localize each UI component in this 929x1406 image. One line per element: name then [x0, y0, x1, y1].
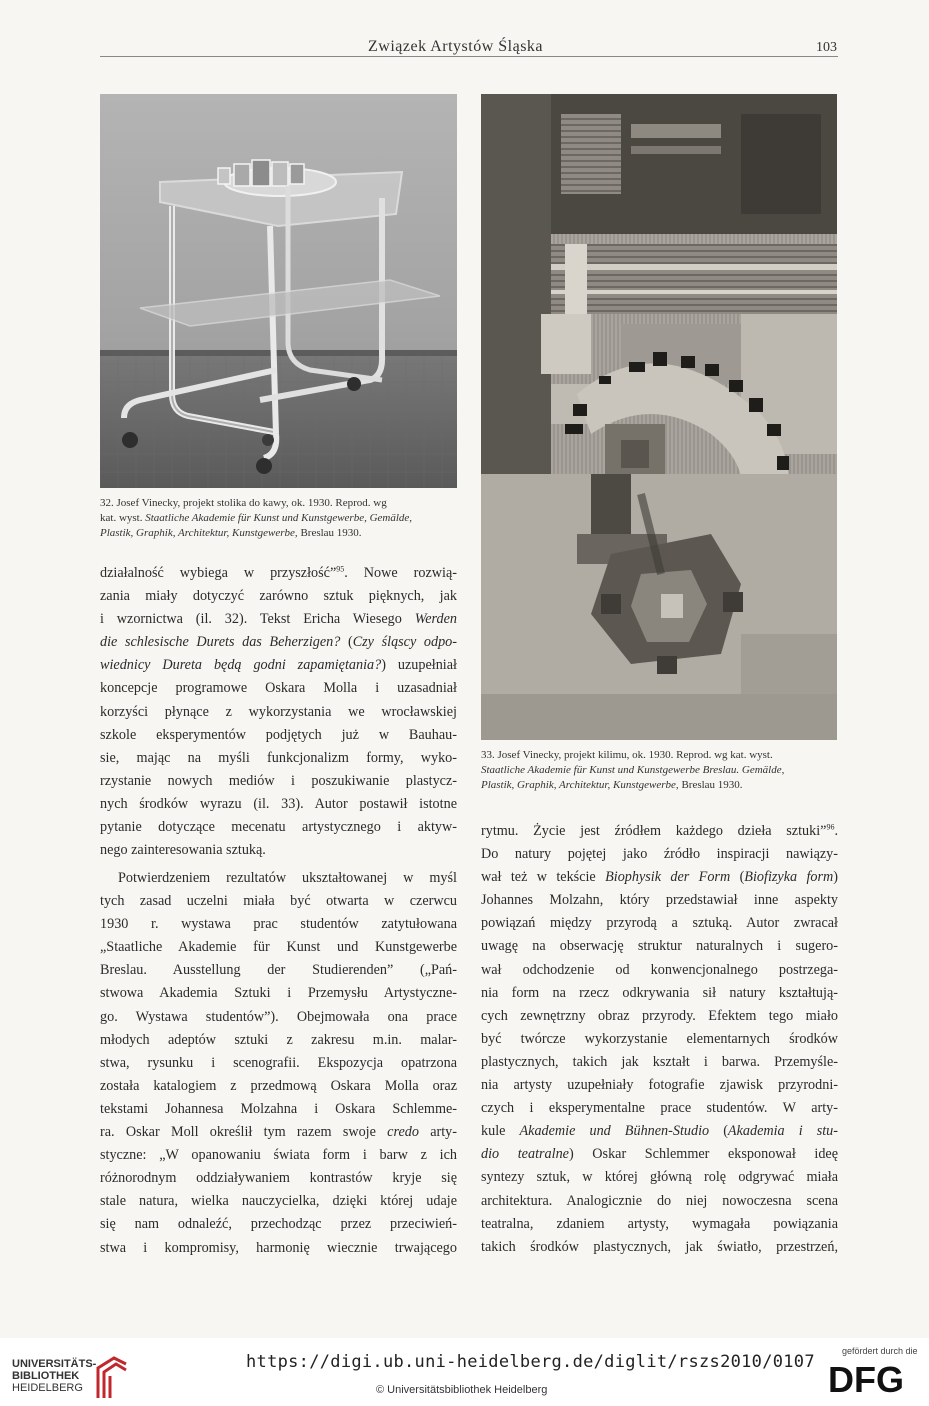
text-line: [100, 654, 457, 677]
coffee-table-illustration: [100, 94, 457, 488]
text-line: rzystanie nowych mediów i poszukiwanie plastycz-: [100, 772, 457, 789]
caption-italic-text: Staatliche Akademie für Kunst und Kunstgewerbe, Gemälde,: [145, 512, 413, 524]
text-line: nych środków wyrazu (il. 33). Autor postawił istotne: [100, 795, 457, 812]
text-line: szkole eksperymentów podjętych już w Bauhau-: [100, 726, 457, 743]
text-line: stwa, rysunku i scenografii. Ekspozycja opatrzona: [100, 1054, 457, 1071]
text-line: tekstami Johannesa Molzahna i Oskara Schlemme-: [100, 1100, 457, 1117]
footnote-ref-95: 95: [336, 564, 345, 574]
text-line: syntezy sztuk, w której główną rolę odgrywać miała: [481, 1169, 838, 1186]
text-run: (: [709, 1123, 728, 1140]
copyright-notice: © Universitätsbibliothek Heidelberg: [376, 1384, 548, 1396]
running-head: [0, 38, 929, 58]
text-run: i wzornictwa (il. 32). Tekst Ericha Wiesego: [100, 611, 415, 628]
text-line: cych zewnętrzny obraz przyrody. Efektem tego miało: [481, 1007, 838, 1024]
body-text-left-upper: [100, 562, 457, 862]
italic-title: Akademia i stu-: [727, 1123, 838, 1140]
figure-33-kilim-photo: [481, 94, 837, 740]
text-line: być twórcze wykorzystanie elementarnych środków: [481, 1030, 838, 1047]
text-run: kule: [481, 1123, 520, 1140]
page-number: 103: [816, 40, 837, 55]
text-line: różnorodnym oddziaływaniem kontrastów kryje się: [100, 1170, 457, 1187]
caption-line: [481, 778, 839, 793]
text-line: sie, mając na myśli funkcjonalizm formy, wyko-: [100, 749, 457, 766]
text-line: stale natura, wielka nauczycielka, dzięki której udaje: [100, 1193, 457, 1210]
text-line: uwagę na obserwację struktur naturalnych i sugero-: [481, 938, 838, 955]
text-run: (: [730, 869, 745, 886]
text-line: [481, 866, 838, 889]
text-line: 1930 r. wystawa prac studentów zatytułowana: [100, 916, 457, 933]
text-line: [481, 1120, 838, 1143]
text-run: ) Oskar Schlemmer eksponował ideę: [568, 1146, 839, 1163]
figure-32-caption: [100, 496, 458, 541]
text-run: działalność wybiega w przyszłość”: [100, 565, 337, 581]
text-line: nia artysty uzupełniały fotografie zjawisk przyrodni-: [481, 1077, 838, 1094]
caption-text: Breslau 1930.: [678, 779, 743, 791]
library-name-line: HEIDELBERG: [12, 1382, 83, 1394]
text-line: została katalogiem z przedmową Oskara Molla oraz: [100, 1077, 457, 1094]
running-title: Związek Artystów Śląska: [368, 38, 544, 55]
text-run: ra. Oskar Moll określił tym razem swoje: [100, 1124, 388, 1141]
dfg-logo-icon: [828, 1360, 918, 1398]
caption-line: [100, 511, 458, 526]
italic-title: Biofizyka form: [744, 869, 834, 886]
library-name-line: BIBLIOTHEK: [12, 1370, 80, 1382]
footnote-ref-96: 96: [826, 822, 835, 832]
italic-title: wiednicy Dureta będą godni zapamiętania?: [100, 657, 382, 674]
text-line: Do natury pojętej jako źródło inspiracji nawiązy-: [481, 846, 838, 863]
text-line: stwa i kompromisy, harmonię wiecznie trwającego: [100, 1239, 457, 1256]
caption-text: Breslau 1930.: [297, 527, 362, 539]
text-line: czych i eksperymentalne prace studentów. W arty-: [481, 1100, 838, 1117]
text-line: tych zasad uczelni miała być otwarta w czerwcu: [100, 893, 457, 910]
body-text-right: [481, 820, 838, 1259]
caption-italic-text: Staatliche Akademie für Kunst und Kunstgewerbe Breslau. Gemälde,: [481, 764, 785, 776]
caption-text: kat. wyst.: [100, 512, 146, 524]
funded-by-label: gefördert durch die: [842, 1346, 918, 1356]
text-line: Potwierdzeniem rezultatów ukształtowanej w myśl: [118, 870, 457, 886]
caption-line: 33. Josef Vinecky, projekt kilimu, ok. 1930. Reprod. wg kat. wyst.: [481, 749, 773, 761]
text-line: teatralna, zdaniem artysty, wymagała powiązania: [481, 1215, 838, 1232]
caption-line: 32. Josef Vinecky, projekt stolika do kawy, ok. 1930. Reprod. wg: [100, 497, 387, 509]
text-line: go. Wystawa studentów”). Obejmowała ona prace: [100, 1008, 457, 1025]
text-line: korzyści płynące z wykorzystania we wrocławskiej: [100, 703, 457, 720]
permalink-url[interactable]: https://digi.ub.uni-heidelberg.de/diglit/rszs2010/0107: [246, 1352, 815, 1372]
italic-title: Akademie und Bühnen-Studio: [519, 1123, 710, 1140]
text-line: architektura. Analogicznie do niej nowoczesna scena: [481, 1192, 838, 1209]
caption-italic-text: Plastik, Graphik, Architektur, Kunstgewerbe,: [100, 527, 298, 539]
text-line: [481, 820, 838, 843]
figure-33-caption: [481, 748, 839, 793]
text-line: [100, 608, 457, 631]
italic-word: credo: [387, 1124, 419, 1141]
text-line: [481, 1143, 838, 1166]
library-name: [12, 1358, 96, 1394]
text-run: arty-: [418, 1124, 457, 1141]
text-run: (: [340, 634, 353, 651]
digitization-footer: [0, 1338, 929, 1406]
text-line: pytanie dotyczące mecenatu artystycznego i aktyw-: [100, 819, 457, 836]
header-rule: [100, 56, 838, 57]
italic-title: Czy śląscy odpo-: [352, 634, 457, 651]
library-name-line: UNIVERSITÄTS-: [12, 1358, 97, 1370]
text-line: stwowa Akademia Sztuki i Przemysłu Artystyczne-: [100, 985, 457, 1002]
text-line: zania miały dotyczyć zarówno sztuk pięknych, jak: [100, 588, 457, 605]
italic-title: dio teatralne: [481, 1146, 569, 1163]
text-run: .: [834, 823, 838, 839]
text-line: Breslau. Ausstellung der Studierenden” („Pań-: [100, 962, 457, 979]
kilim-illustration: [481, 94, 837, 740]
library-logo-icon: [92, 1354, 130, 1402]
text-line: wał odchodzenie od konwencjonalnego postrzega-: [481, 961, 838, 978]
text-run: rytmu. Życie jest źródłem każdego dzieła sztuki”: [481, 823, 827, 839]
text-line: Johannes Molzahn, który przedstawiał inne aspekty: [481, 892, 838, 909]
caption-line: [481, 763, 839, 778]
text-line: takich środków plastycznych, jak światło, przestrzeń,: [481, 1238, 838, 1255]
text-line: nia form na rzecz odkrywania sił natury kształtują-: [481, 984, 838, 1001]
caption-italic-text: Plastik, Graphik, Architektur, Kunstgewerbe,: [481, 779, 679, 791]
text-line: [100, 562, 457, 585]
body-text-left-lower: [100, 867, 457, 1260]
caption-line: [100, 526, 458, 541]
text-line: się nam odnaleźć, przechodząc przez przeciwień-: [100, 1216, 457, 1233]
text-run: . Nowe rozwią-: [344, 565, 457, 581]
dfg-logo-text: DFG: [828, 1360, 904, 1398]
italic-title: die schlesische Durets das Beherzigen?: [100, 634, 341, 651]
text-line: koncepcje programowe Oskara Molla i uzasadniał: [100, 680, 457, 697]
text-line: młodych adeptów sztuki z zakresu m.in. malar-: [100, 1031, 457, 1048]
text-line: styczne: „W opanowaniu świata form i barw z ich: [100, 1147, 457, 1164]
text-run: wał też w tekście: [481, 869, 606, 886]
text-line: [100, 1121, 457, 1144]
italic-title: Werden: [414, 611, 457, 628]
text-run: ): [833, 869, 838, 886]
text-line: nego zainteresowania sztuką.: [100, 842, 266, 859]
text-line: [100, 631, 457, 654]
italic-title: Biophysik der Form: [605, 869, 731, 886]
text-run: ) uzupełniał: [381, 657, 457, 674]
text-line: powiązań między przyrodą a sztuką. Autor zwracał: [481, 915, 838, 932]
text-line: plastycznych, takich jak kształt i barwa. Przemyśle-: [481, 1053, 838, 1070]
figure-32-coffee-table-photo: [100, 94, 457, 488]
text-line: „Staatliche Akademie für Kunst und Kunstgewerbe: [100, 939, 457, 956]
